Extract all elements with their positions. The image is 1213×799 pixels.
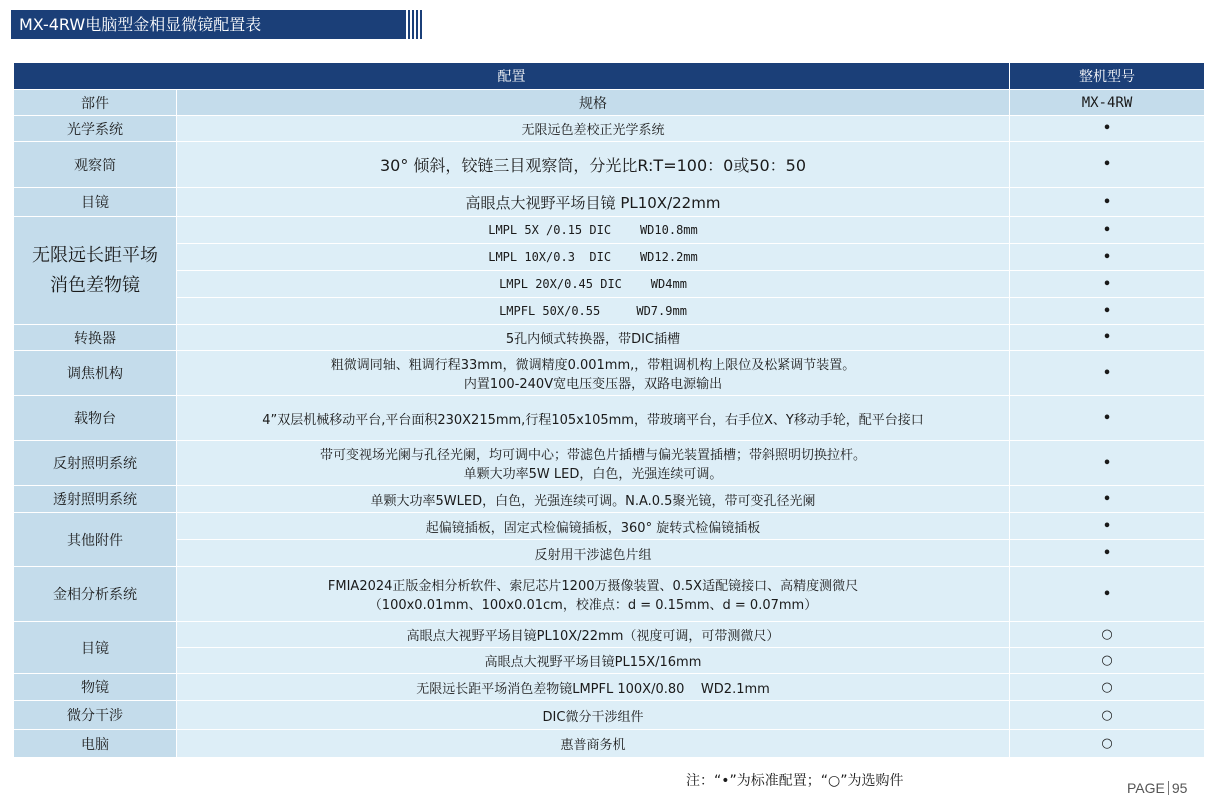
part-cell: 光学系统: [14, 116, 177, 142]
optional-mark: ○: [1010, 701, 1205, 730]
header-model: 整机型号: [1010, 63, 1205, 90]
spec-cell: 起偏镜插板，固定式检偏镜插板，360° 旋转式检偏镜插板: [177, 513, 1010, 540]
spec-cell: DIC微分干涉组件: [177, 701, 1010, 730]
part-cell: 反射照明系统: [14, 441, 177, 486]
spec-cell: LMPFL 50X/0.55 WD7.9mm: [177, 298, 1010, 325]
part-cell: 观察筒: [14, 142, 177, 188]
standard-mark: •: [1010, 486, 1205, 513]
standard-mark: •: [1010, 244, 1205, 271]
standard-mark: •: [1010, 513, 1205, 540]
part-line: 消色差物镜: [50, 274, 140, 296]
table-row: [14, 567, 1205, 622]
legend-note: 注：“•”为标准配置；“○”为选购件: [686, 773, 904, 789]
spec-cell: 惠普商务机: [177, 730, 1010, 758]
table-row: [14, 351, 1205, 396]
part-cell: 其他附件: [14, 513, 177, 567]
part-cell: 电脑: [14, 730, 177, 758]
spec-cell: [177, 441, 1010, 486]
table-row: [14, 622, 1205, 648]
part-cell: 物镜: [14, 674, 177, 701]
part-cell-objective: [14, 217, 177, 325]
standard-mark: •: [1010, 217, 1205, 244]
subheader-spec: 规格: [177, 90, 1010, 116]
config-table: [13, 62, 1205, 758]
standard-mark: •: [1010, 298, 1205, 325]
spec-line: 带可变视场光阑与孔径光阑，均可调中心；带滤色片插槽与偏光装置插槽；带斜照明切换拉杆。: [319, 448, 866, 463]
spec-cell: 单颗大功率5WLED，白色，光强连续可调。N.A.0.5聚光镜，带可变孔径光阑: [177, 486, 1010, 513]
standard-mark: •: [1010, 325, 1205, 351]
optional-mark: ○: [1010, 674, 1205, 701]
spec-cell: 反射用干涉滤色片组: [177, 540, 1010, 567]
spec-cell: 无限远色差校正光学系统: [177, 116, 1010, 142]
optional-mark: ○: [1010, 622, 1205, 648]
optional-mark: ○: [1010, 730, 1205, 758]
standard-mark: •: [1010, 441, 1205, 486]
standard-mark: •: [1010, 188, 1205, 217]
spec-cell: 无限远长距平场消色差物镜LMPFL 100X/0.80 WD2.1mm: [177, 674, 1010, 701]
part-cell: 目镜: [14, 622, 177, 674]
standard-mark: •: [1010, 142, 1205, 188]
spec-cell: 4”双层机械移动平台,平台面积230X215mm,行程105x105mm，带玻璃平台，右手位X、Y移动手轮，配平台接口: [177, 396, 1010, 441]
table-row: [14, 217, 1205, 244]
table-row: [14, 188, 1205, 217]
spec-line: 粗微调同轴、粗调行程33mm，微调精度0.001mm,，带粗调机构上限位及松紧调节装置。: [330, 358, 856, 373]
header-config: 配置: [14, 63, 1010, 90]
part-cell: 转换器: [14, 325, 177, 351]
table-row: [14, 730, 1205, 758]
page-label: PAGE: [1127, 780, 1165, 796]
table-row: [14, 396, 1205, 441]
table-row: [14, 513, 1205, 540]
table-row: [14, 701, 1205, 730]
part-cell: 目镜: [14, 188, 177, 217]
spec-cell: LMPL 5X /0.15 DIC WD10.8mm: [177, 217, 1010, 244]
title-decoration: [408, 10, 422, 39]
table-row: [14, 142, 1205, 188]
subheader-part: 部件: [14, 90, 177, 116]
part-cell: 透射照明系统: [14, 486, 177, 513]
table-row: [14, 674, 1205, 701]
standard-mark: •: [1010, 351, 1205, 396]
table-row: [14, 441, 1205, 486]
table-row: [14, 648, 1205, 674]
part-line: 无限远长距平场: [32, 244, 158, 266]
table-row: [14, 486, 1205, 513]
table-row: [14, 244, 1205, 271]
spec-line: （100x0.01mm、100x0.01cm，校准点：d = 0.15mm、d = 0.07mm）: [368, 598, 818, 613]
spec-cell: 高眼点大视野平场目镜PL10X/22mm（视度可调，可带测微尺）: [177, 622, 1010, 648]
part-cell: 金相分析系统: [14, 567, 177, 622]
optional-mark: ○: [1010, 648, 1205, 674]
table-row: [14, 116, 1205, 142]
spec-cell: [177, 351, 1010, 396]
spec-cell: 高眼点大视野平场目镜 PL10X/22mm: [177, 188, 1010, 217]
spec-cell: [177, 567, 1010, 622]
standard-mark: •: [1010, 540, 1205, 567]
part-cell: 调焦机构: [14, 351, 177, 396]
spec-cell: 30° 倾斜，铰链三目观察筒，分光比R:T=100：0或50：50: [177, 142, 1010, 188]
page-value: 95: [1171, 780, 1188, 796]
spec-line: 单颗大功率5W LED，白色，光强连续可调。: [463, 467, 723, 482]
spec-line: FMIA2024正版金相分析软件、索尼芯片1200万摄像装置、0.5X适配镜接口、高精度测微尺: [327, 579, 859, 594]
part-cell: 微分干涉: [14, 701, 177, 730]
table-row: [14, 271, 1205, 298]
part-cell: 载物台: [14, 396, 177, 441]
subheader-row: [14, 90, 1205, 116]
table-row: [14, 540, 1205, 567]
page-divider: [1168, 781, 1169, 795]
standard-mark: •: [1010, 396, 1205, 441]
page-title: MX-4RW电脑型金相显微镜配置表: [11, 10, 406, 39]
subheader-model: MX-4RW: [1010, 90, 1205, 116]
page-number: [1127, 780, 1187, 796]
spec-cell: 高眼点大视野平场目镜PL15X/16mm: [177, 648, 1010, 674]
table-row: [14, 325, 1205, 351]
spec-line: 内置100-240V宽电压变压器，双路电源输出: [463, 377, 723, 392]
standard-mark: •: [1010, 116, 1205, 142]
standard-mark: •: [1010, 271, 1205, 298]
spec-cell: LMPL 10X/0.3 DIC WD12.2mm: [177, 244, 1010, 271]
spec-cell: 5孔内倾式转换器，带DIC插槽: [177, 325, 1010, 351]
table-row: [14, 298, 1205, 325]
standard-mark: •: [1010, 567, 1205, 622]
spec-cell: LMPL 20X/0.45 DIC WD4mm: [177, 271, 1010, 298]
